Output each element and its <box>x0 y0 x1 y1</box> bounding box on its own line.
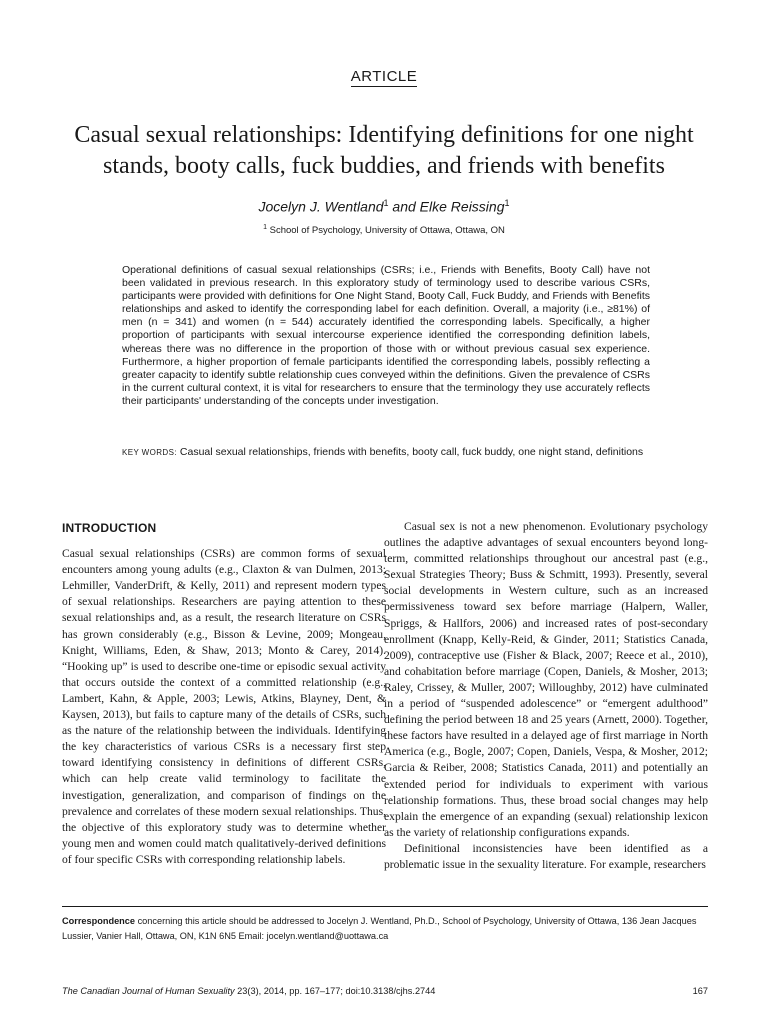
journal-name: The Canadian Journal of Human Sexuality <box>62 986 235 996</box>
keywords-text: Casual sexual relationships, friends with benefits, booty call, fuck buddy, one night stand, definitions <box>179 446 644 458</box>
section-heading-introduction: INTRODUCTION <box>62 521 157 535</box>
correspondence-label: Correspondence <box>62 916 136 926</box>
footnote-divider <box>62 906 708 907</box>
author-name: Elke Reissing <box>419 198 505 215</box>
correspondence-note <box>62 914 708 944</box>
affiliation-mark: 1 <box>263 224 267 231</box>
keywords-label: KEY WORDS: <box>122 448 177 457</box>
affiliation <box>0 224 768 236</box>
body-paragraph: Casual sex is not a new phenomenon. Evolutionary psychology outlines the adaptive advantages of sexual encounters beyond long-term, committed relationships throughout our ancestral past (e.g., Sexual Strategies Theory; Buss & Schmitt, 1993). Presently, several social developments in Western culture, such as an increased permissiveness toward sex before marriage (Halpern, Waller, Spriggs, & Hallfors, 2006) and increased rates of post-secondary enrollment (Knapp, Kelly-Reid, & Ginder, 2011; Statistics Canada, 2009), contraceptive use (Fisher & Black, 2007; Reece et al., 2010), and cohabitation before marriage (Copen, Daniels, & Mosher, 2013; Raley, Crissey, & Muller, 2007; Willoughby, 2012) have culminated in a period of “suspended adolescence” or “emergent adulthood” defining the period between 18 and 25 years (Arnett, 2000). Together, these factors have resulted in a delayed age of first marriage in North America (e.g., Bogle, 2007; Copen, Daniels, Vespa, & Mosher, 2012; Garcia & Reiber, 2008; Statistics Canada, 2011) and potentially an extended period for individuals to experiment with various relationship formations. Thus, these broad social changes may help explain the emergence of an expanding (sexual) relationship lexicon as the variety of relationship configurations expands. <box>384 520 709 839</box>
author-list <box>0 198 768 215</box>
left-column <box>62 518 386 868</box>
body-paragraph: Definitional inconsistencies have been identified as a problematic issue in the sexuality literature. For example, researchers <box>384 841 708 871</box>
author-joiner: and <box>388 198 420 215</box>
article-title: Casual sexual relationships: Identifying definitions for one night stands, booty calls, fuck buddies, and friends with benefits <box>74 122 694 179</box>
article-type-label <box>0 68 768 85</box>
journal-citation <box>62 986 435 996</box>
author-affil-mark: 1 <box>383 198 389 208</box>
correspondence-text: concerning this article should be addressed to Jocelyn J. Wentland, Ph.D., School of Psychology, University of Ottawa, 136 Jean Jacques Lussier, Vanier Hall, Ottawa, ON, K1N 6N5 Email: jocelyn.wentland@uottawa.ca <box>62 916 697 941</box>
page-number: 167 <box>692 986 708 996</box>
author-affil-mark: 1 <box>504 198 510 208</box>
citation-details: 23(3), 2014, pp. 167–177; doi:10.3138/cjhs.2744 <box>234 986 436 996</box>
article-type-text: ARTICLE <box>350 68 418 85</box>
introduction-paragraph: Casual sexual relationships (CSRs) are common forms of sexual encounters among young adults (e.g., Claxton & van Dulmen, 2013; Lehmiller, VanderDrift, & Kelly, 2011) and represent modern types of sexual relationships. Researchers are paying attention to these sexual relationships and, as a result, the research literature on CSRs has grown considerably (e.g., Bisson & Levine, 2009; Mongeau, Knight, Williams, Eden, & Shaw, 2013; Monto & Carey, 2014). “Hooking up” is used to describe one-time or episodic sexual activity that occurs outside the context of a committed relationship (e.g., Lambert, Kahn, & Apple, 2003; Lewis, Atkins, Blayney, Dent, & Kaysen, 2013), but fails to capture many of the details of CSRs, such as the nature of the relationship between the individuals. Identifying the key characteristics of various CSRs is a necessary first step toward identifying consistency in definitions of different CSRs, which can help create valid terminology to facilitate the investigation, generalization, and comparison of findings on the prevalence and correlates of these modern sexual relationships. Thus, the objective of this exploratory study was to determine whether young men and women could match qualitatively-derived definitions of four specific CSRs with corresponding relationship labels. <box>62 547 386 866</box>
right-column <box>384 519 708 873</box>
abstract: Operational definitions of casual sexual relationships (CSRs; i.e., Friends with Benefits, Booty Call) have not been validated in previous research. In this exploratory study of terminology used to describe various CSRs, participants were provided with definitions for One Night Stand, Booty Call, Fuck Buddy, and Friends with Benefits relationships and asked to identify the corresponding label for each definition. Overall, a majority (i.e., ≥81%) of men (n = 341) and women (n = 544) accurately identified the corresponding labels. Specifically, a higher proportion of participants with sexual intercourse experience identified the corresponding definition labels, whereas there was no difference in the proportion of those with or without previous casual sex experience. Furthermore, a higher proportion of female participants identified the corresponding labels, possibly reflecting a greater capacity to identify subtle relationship cues conveyed within the definitions. Given the prevalence of CSRs in the current cultural context, it is vital for researchers to ensure that the terminology they use accurately reflects their participants' understanding of the concepts under investigation. <box>122 264 650 407</box>
keywords <box>122 446 650 459</box>
author-name: Jocelyn J. Wentland <box>258 198 384 215</box>
affiliation-text: School of Psychology, University of Ottawa, Ottawa, ON <box>269 225 505 237</box>
